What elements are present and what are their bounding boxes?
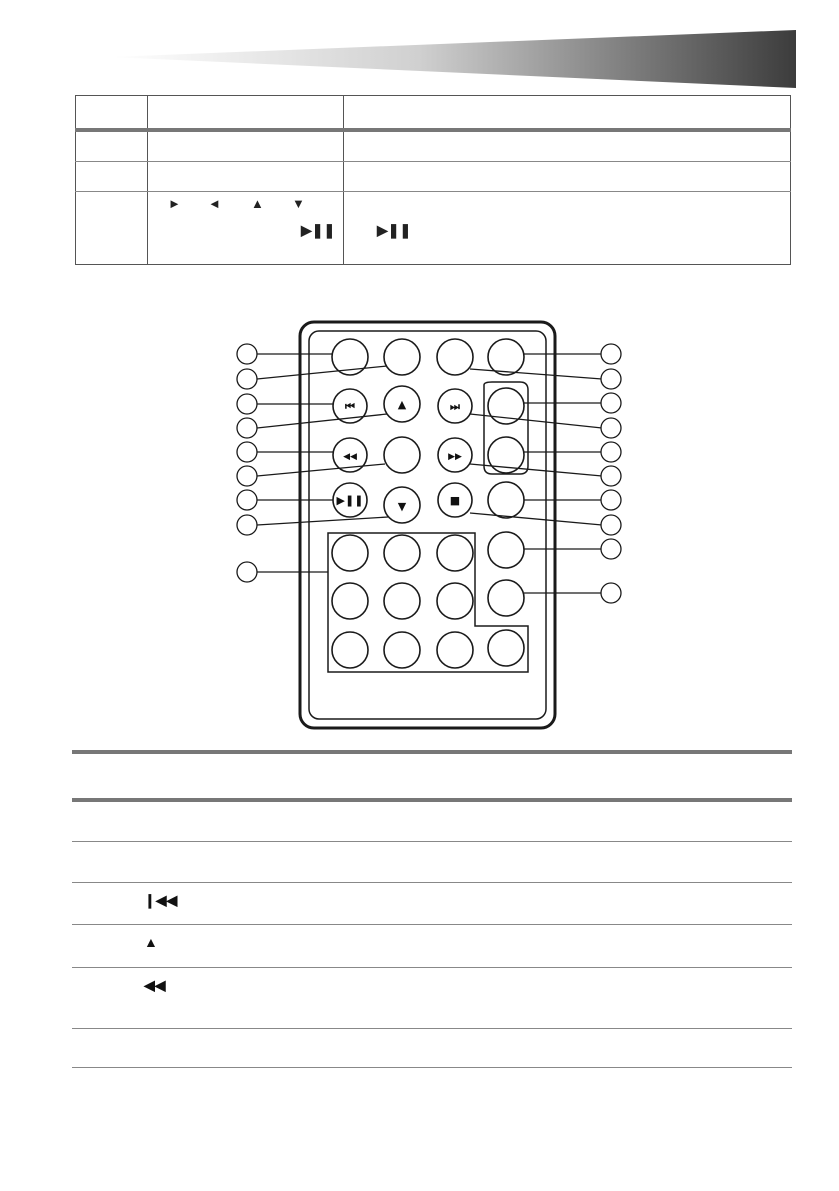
up-arrow-icon: ▲ <box>144 934 158 950</box>
next-icon: ⏭ <box>450 400 460 413</box>
callout-marker <box>601 442 621 462</box>
callout-marker <box>237 562 257 582</box>
right-arrow-icon: ► <box>168 196 181 211</box>
rewind-icon: ◀◀ <box>144 977 166 993</box>
upper-spec-table <box>75 95 791 265</box>
table-header-row <box>76 96 791 131</box>
table-row <box>72 842 792 883</box>
callout-marker <box>237 344 257 364</box>
callout-marker <box>237 418 257 438</box>
header-banner <box>0 0 839 100</box>
prev-icon: ❙◀◀ <box>144 892 178 908</box>
remote-control-diagram <box>230 318 630 733</box>
callout-marker <box>601 466 621 486</box>
down-arrow-icon: ▼ <box>397 500 407 513</box>
callout-marker <box>237 442 257 462</box>
callout-marker <box>237 515 257 535</box>
table-row <box>76 130 791 162</box>
table-row <box>72 800 792 842</box>
play-pause-icon: ▶❚❚ <box>336 494 364 507</box>
left-arrow-icon: ◄ <box>208 196 221 211</box>
callout-marker <box>237 394 257 414</box>
callout-marker <box>237 490 257 510</box>
callout-marker <box>237 466 257 486</box>
down-arrow-icon: ▼ <box>292 196 305 211</box>
callout-marker <box>601 490 621 510</box>
callout-marker <box>601 515 621 535</box>
callout-marker <box>601 539 621 559</box>
lower-spec-table <box>72 750 792 1068</box>
table-row <box>72 1029 792 1068</box>
play-pause-icon: ▶❚❚ <box>377 222 412 238</box>
forward-icon: ▶▶ <box>448 452 462 462</box>
callout-marker <box>237 369 257 389</box>
table-row <box>76 192 791 265</box>
table-row <box>72 883 792 925</box>
callout-marker <box>601 344 621 364</box>
table-row <box>72 968 792 1029</box>
up-arrow-icon: ▲ <box>251 196 264 211</box>
play-pause-icon: ▶❚❚ <box>301 222 336 238</box>
table-row <box>76 162 791 192</box>
callout-marker <box>601 369 621 389</box>
callout-marker <box>601 418 621 438</box>
stop-icon: ■ <box>449 494 461 507</box>
rewind-icon: ◀◀ <box>343 452 357 462</box>
prev-icon: ⏮ <box>345 400 355 413</box>
table-row <box>72 925 792 968</box>
callout-marker <box>601 393 621 413</box>
callout-marker <box>601 583 621 603</box>
up-arrow-icon: ▲ <box>397 398 407 411</box>
table-header-row <box>72 752 792 800</box>
